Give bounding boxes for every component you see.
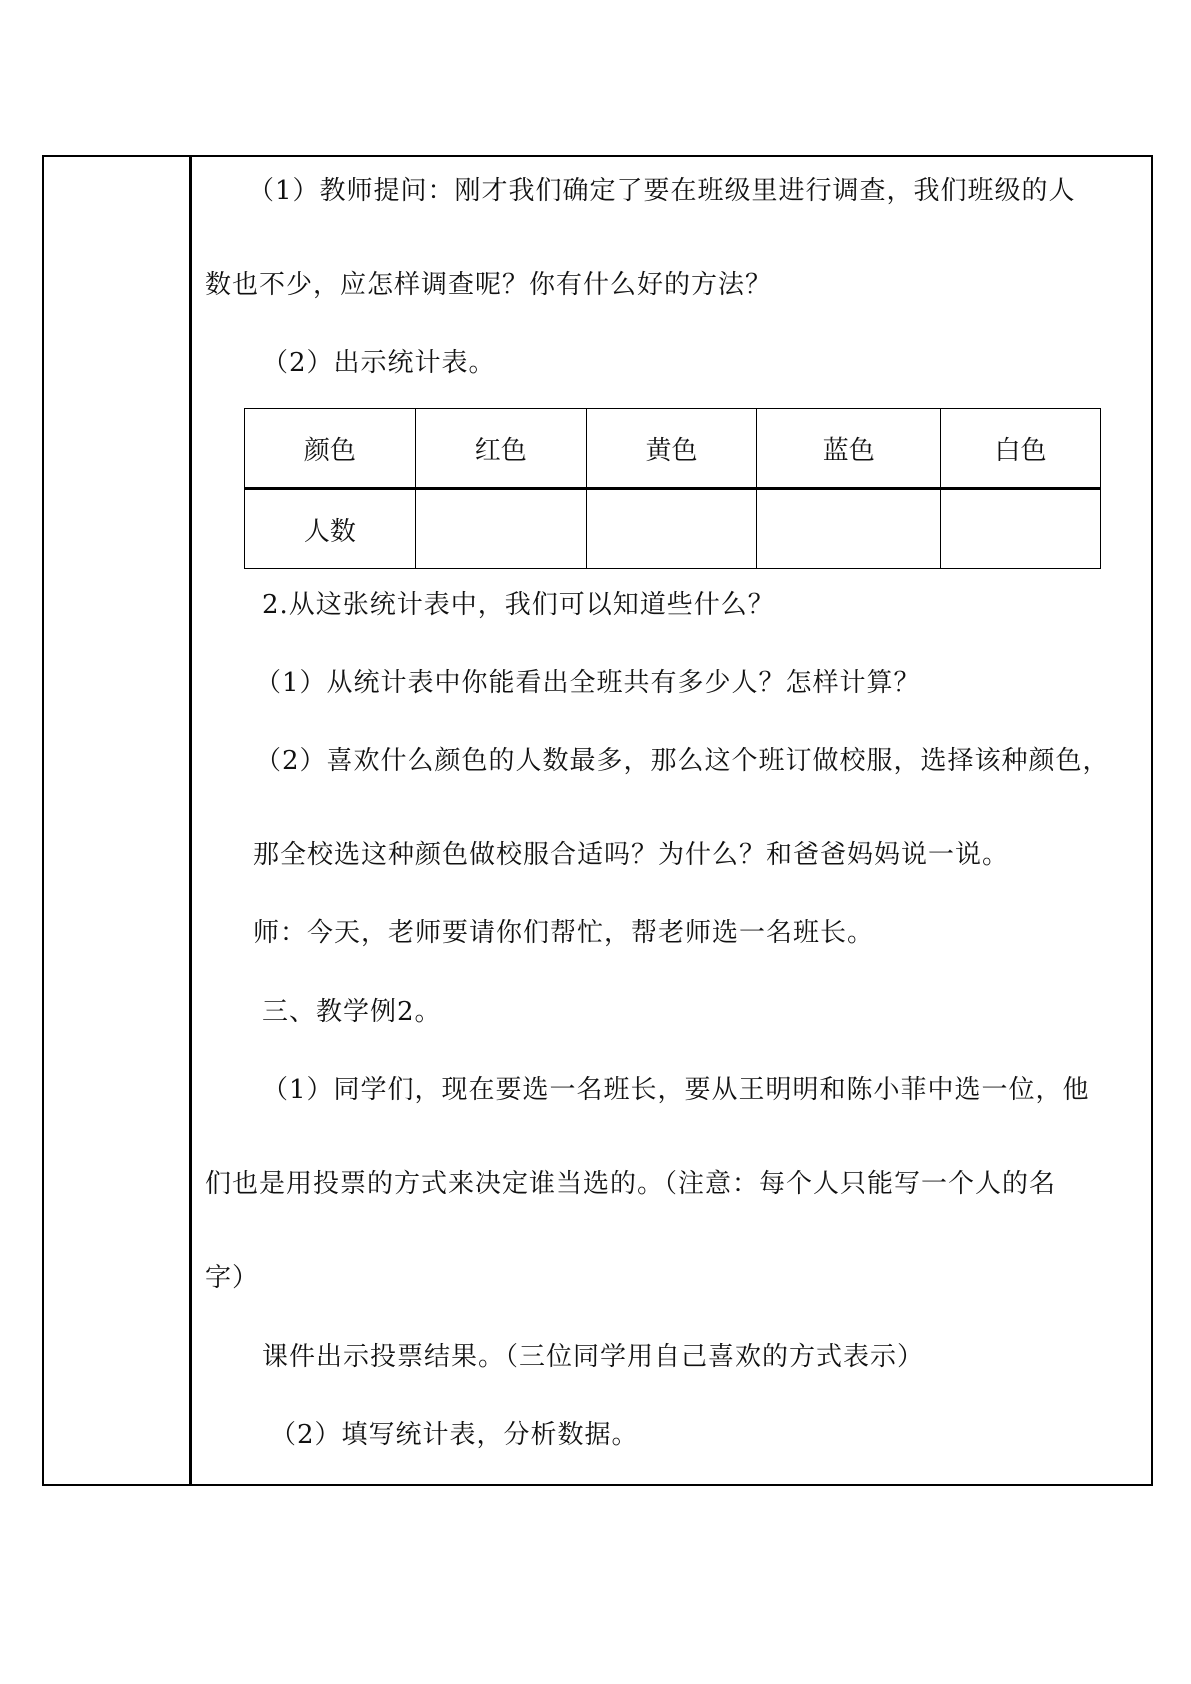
stat-value-cell bbox=[586, 489, 757, 569]
left-column-cell bbox=[44, 157, 192, 1484]
stat-header-cell: 蓝色 bbox=[757, 409, 941, 489]
stat-header-cell: 红色 bbox=[415, 409, 586, 489]
text-line-11: 们也是用投票的方式来决定谁当选的。（注意：每个人只能写一个人的名 bbox=[205, 1169, 1057, 1199]
stat-value-cell bbox=[415, 489, 586, 569]
text-line-12: 字） bbox=[205, 1263, 260, 1293]
text-line-7: 那全校选这种颜色做校服合适吗？为什么？和爸爸妈妈说一说。 bbox=[253, 840, 1010, 870]
text-line-13: 课件出示投票结果。（三位同学用自己喜欢的方式表示） bbox=[262, 1342, 925, 1372]
stat-table-data-row bbox=[245, 489, 1101, 569]
text-line-1: （1）教师提问：刚才我们确定了要在班级里进行调查，我们班级的人 bbox=[248, 176, 1076, 206]
text-line-10: （1）同学们，现在要选一名班长，要从王明明和陈小菲中选一位，他 bbox=[262, 1075, 1090, 1105]
stat-header-cell: 白色 bbox=[941, 409, 1101, 489]
stat-value-cell bbox=[757, 489, 941, 569]
stat-header-cell: 黄色 bbox=[586, 409, 757, 489]
stat-value-cell bbox=[941, 489, 1101, 569]
stat-row-label: 人数 bbox=[245, 489, 416, 569]
text-line-3: （2）出示统计表。 bbox=[262, 348, 496, 378]
stat-header-cell: 颜色 bbox=[245, 409, 416, 489]
text-line-4: 2.从这张统计表中，我们可以知道些什么？ bbox=[262, 590, 775, 620]
stat-table-header-row bbox=[245, 409, 1101, 489]
color-stat-table bbox=[244, 408, 1101, 569]
text-line-8: 师：今天，老师要请你们帮忙，帮老师选一名班长。 bbox=[253, 918, 875, 948]
text-line-6: （2）喜欢什么颜色的人数最多，那么这个班订做校服，选择该种颜色， bbox=[255, 746, 1110, 776]
text-line-2: 数也不少，应怎样调查呢？你有什么好的方法？ bbox=[205, 270, 773, 300]
text-line-5: （1）从统计表中你能看出全班共有多少人？怎样计算？ bbox=[255, 668, 921, 698]
text-line-9: 三、教学例2。 bbox=[262, 997, 442, 1027]
text-line-14: （2）填写统计表，分析数据。 bbox=[270, 1420, 639, 1450]
